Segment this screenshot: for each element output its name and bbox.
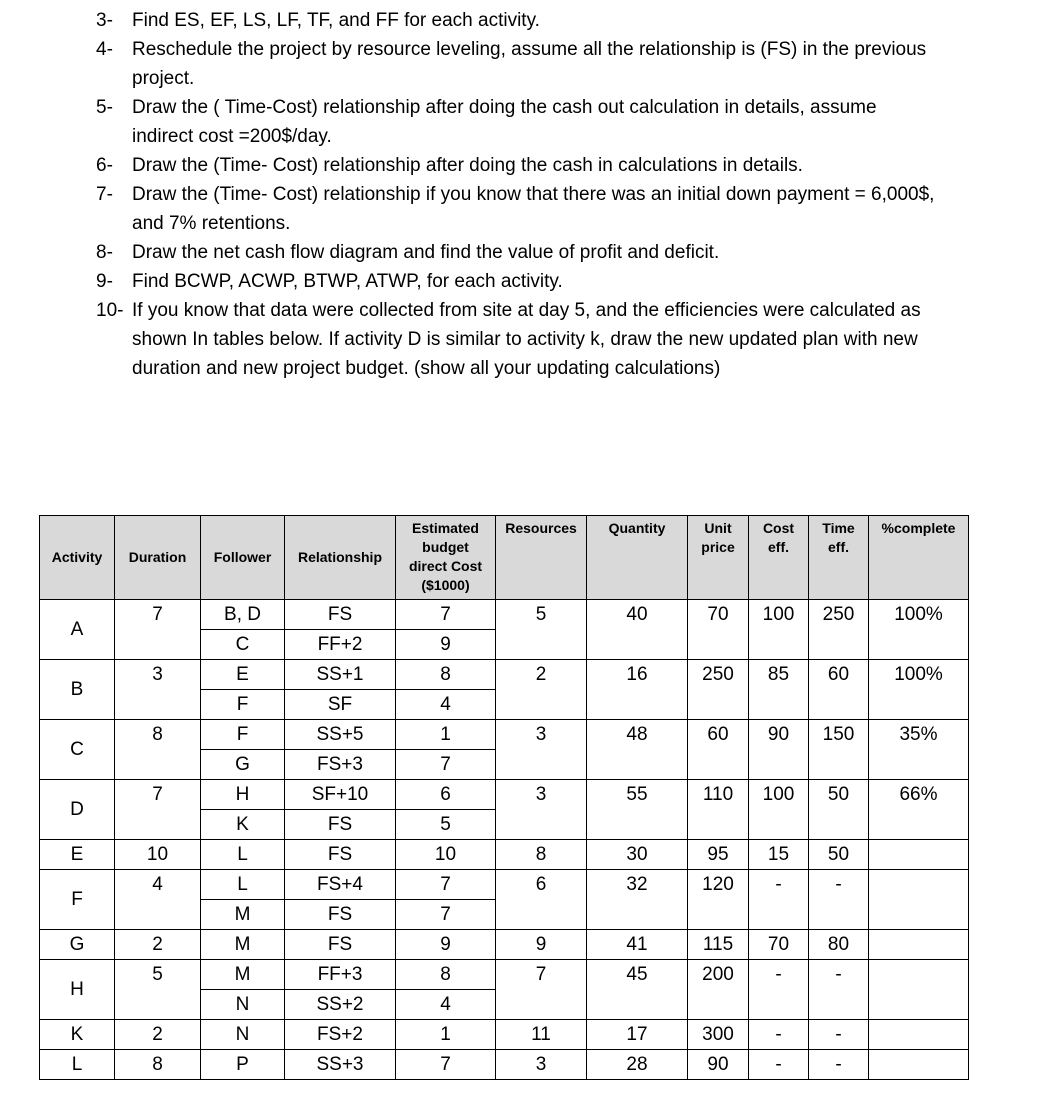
- resources-cell: 3: [496, 780, 587, 810]
- time-eff-cell: -: [809, 960, 869, 990]
- table-row: [40, 1020, 969, 1050]
- table-row: [40, 750, 969, 780]
- cost-eff-cell: [749, 900, 809, 930]
- complete-cell: 100%: [869, 660, 969, 690]
- time-eff-cell: [809, 810, 869, 840]
- table-row: [40, 840, 969, 870]
- cost-eff-cell: -: [749, 960, 809, 990]
- activity-table: [39, 515, 969, 1080]
- follower-cell: P: [201, 1050, 285, 1080]
- unit-price-cell: 115: [688, 930, 749, 960]
- quantity-cell: 41: [587, 930, 688, 960]
- relationship-cell: SS+1: [285, 660, 396, 690]
- relationship-cell: SS+5: [285, 720, 396, 750]
- quantity-cell: 45: [587, 960, 688, 990]
- time-eff-cell: [809, 750, 869, 780]
- table-row: [40, 870, 969, 900]
- time-eff-cell: [809, 690, 869, 720]
- follower-cell: F: [201, 690, 285, 720]
- item-number: 9-: [96, 271, 113, 292]
- cost-eff-cell: 70: [749, 930, 809, 960]
- item-text: [132, 267, 1012, 296]
- budget-cell: 6: [396, 780, 496, 810]
- table-row: [40, 780, 969, 810]
- quantity-cell: 55: [587, 780, 688, 810]
- quantity-cell: 40: [587, 600, 688, 630]
- complete-cell: 66%: [869, 780, 969, 810]
- item-text: [132, 238, 1012, 267]
- resources-cell: 7: [496, 960, 587, 990]
- budget-cell: 4: [396, 690, 496, 720]
- resources-cell: 3: [496, 720, 587, 750]
- resources-cell: 11: [496, 1020, 587, 1050]
- budget-cell: 10: [396, 840, 496, 870]
- header-cost-eff: Cost eff.: [749, 516, 809, 600]
- relationship-cell: FS: [285, 900, 396, 930]
- complete-cell: [869, 840, 969, 870]
- quantity-cell: [587, 630, 688, 660]
- unit-price-cell: 95: [688, 840, 749, 870]
- duration-cell: [115, 750, 201, 780]
- activity-cell: H: [40, 960, 115, 1020]
- table-row: [40, 990, 969, 1020]
- follower-cell: K: [201, 810, 285, 840]
- relationship-cell: FS+3: [285, 750, 396, 780]
- duration-cell: 7: [115, 600, 201, 630]
- item-text-line: Reschedule the project by resource leveling, assume all the relationship is (FS) in the previous: [132, 39, 927, 60]
- unit-price-cell: 70: [688, 600, 749, 630]
- activity-cell: A: [40, 600, 115, 660]
- item-number: 10-: [96, 300, 124, 321]
- cost-eff-cell: -: [749, 1020, 809, 1050]
- time-eff-cell: -: [809, 870, 869, 900]
- duration-cell: 8: [115, 1050, 201, 1080]
- duration-cell: [115, 990, 201, 1020]
- resources-cell: [496, 990, 587, 1020]
- activity-cell: L: [40, 1050, 115, 1080]
- cost-eff-cell: -: [749, 1050, 809, 1080]
- quantity-cell: 48: [587, 720, 688, 750]
- relationship-cell: SF: [285, 690, 396, 720]
- table-row: [40, 630, 969, 660]
- cost-eff-cell: 85: [749, 660, 809, 690]
- time-eff-cell: 150: [809, 720, 869, 750]
- cost-eff-cell: 90: [749, 720, 809, 750]
- time-eff-cell: 50: [809, 780, 869, 810]
- item-text-line: project.: [132, 68, 195, 89]
- header-activity: Activity: [40, 516, 115, 600]
- duration-cell: [115, 900, 201, 930]
- unit-price-cell: 250: [688, 660, 749, 690]
- duration-cell: 7: [115, 780, 201, 810]
- budget-cell: 7: [396, 1050, 496, 1080]
- item-text-line: If you know that data were collected from site at day 5, and the efficiencies were calculated as: [132, 300, 921, 321]
- time-eff-cell: 250: [809, 600, 869, 630]
- cost-eff-cell: [749, 690, 809, 720]
- table-row: [40, 960, 969, 990]
- item-text-line: Find ES, EF, LS, LF, TF, and FF for each activity.: [132, 10, 540, 31]
- activity-cell: K: [40, 1020, 115, 1050]
- item-text-line: Find BCWP, ACWP, BTWP, ATWP, for each activity.: [132, 271, 563, 292]
- unit-price-cell: [688, 900, 749, 930]
- header-quantity: Quantity: [587, 516, 688, 600]
- follower-cell: F: [201, 720, 285, 750]
- item-text: [132, 6, 1012, 35]
- header-duration: Duration: [115, 516, 201, 600]
- header-relationship: Relationship: [285, 516, 396, 600]
- resources-cell: [496, 900, 587, 930]
- follower-cell: G: [201, 750, 285, 780]
- unit-price-cell: [688, 810, 749, 840]
- activity-cell: D: [40, 780, 115, 840]
- item-number: 7-: [96, 184, 113, 205]
- follower-cell: M: [201, 900, 285, 930]
- item-number: 3-: [96, 10, 113, 31]
- cost-eff-cell: 15: [749, 840, 809, 870]
- activity-cell: B: [40, 660, 115, 720]
- follower-cell: M: [201, 930, 285, 960]
- cost-eff-cell: -: [749, 870, 809, 900]
- header-budget: Estimated budget direct Cost ($1000): [396, 516, 496, 600]
- header-complete: %complete: [869, 516, 969, 600]
- complete-cell: [869, 810, 969, 840]
- time-eff-cell: 80: [809, 930, 869, 960]
- cost-eff-cell: [749, 750, 809, 780]
- unit-price-cell: 300: [688, 1020, 749, 1050]
- budget-cell: 5: [396, 810, 496, 840]
- resources-cell: [496, 810, 587, 840]
- complete-cell: [869, 1020, 969, 1050]
- budget-cell: 8: [396, 960, 496, 990]
- resources-cell: 9: [496, 930, 587, 960]
- table-header-row: [40, 516, 969, 600]
- item-text-line: and 7% retentions.: [132, 213, 291, 234]
- resources-cell: [496, 690, 587, 720]
- relationship-cell: FS+4: [285, 870, 396, 900]
- complete-cell: [869, 960, 969, 990]
- item-text-line: indirect cost =200$/day.: [132, 126, 332, 147]
- complete-cell: [869, 870, 969, 900]
- follower-cell: N: [201, 990, 285, 1020]
- unit-price-cell: 90: [688, 1050, 749, 1080]
- item-text-line: Draw the ( Time-Cost) relationship after doing the cash out calculation in details, assume: [132, 97, 877, 118]
- complete-cell: [869, 1050, 969, 1080]
- budget-cell: 8: [396, 660, 496, 690]
- cost-eff-cell: [749, 990, 809, 1020]
- follower-cell: L: [201, 840, 285, 870]
- quantity-cell: [587, 810, 688, 840]
- resources-cell: 8: [496, 840, 587, 870]
- table-row: [40, 660, 969, 690]
- header-time-eff: Time eff.: [809, 516, 869, 600]
- time-eff-cell: [809, 990, 869, 1020]
- cost-eff-cell: 100: [749, 780, 809, 810]
- duration-cell: [115, 810, 201, 840]
- quantity-cell: 17: [587, 1020, 688, 1050]
- relationship-cell: FS: [285, 930, 396, 960]
- cost-eff-cell: 100: [749, 600, 809, 630]
- follower-cell: C: [201, 630, 285, 660]
- quantity-cell: [587, 690, 688, 720]
- complete-cell: [869, 990, 969, 1020]
- item-text: [132, 296, 1012, 383]
- duration-cell: 3: [115, 660, 201, 690]
- item-text: [132, 35, 1012, 93]
- budget-cell: 7: [396, 750, 496, 780]
- item-text-line: Draw the net cash flow diagram and find the value of profit and deficit.: [132, 242, 720, 263]
- duration-cell: [115, 630, 201, 660]
- follower-cell: M: [201, 960, 285, 990]
- relationship-cell: FF+3: [285, 960, 396, 990]
- time-eff-cell: 50: [809, 840, 869, 870]
- item-text: [132, 93, 1012, 151]
- quantity-cell: [587, 990, 688, 1020]
- table-row: [40, 810, 969, 840]
- resources-cell: 3: [496, 1050, 587, 1080]
- complete-cell: [869, 750, 969, 780]
- item-text-line: duration and new project budget. (show all your updating calculations): [132, 358, 721, 379]
- follower-cell: B, D: [201, 600, 285, 630]
- follower-cell: L: [201, 870, 285, 900]
- quantity-cell: 30: [587, 840, 688, 870]
- quantity-cell: 28: [587, 1050, 688, 1080]
- unit-price-cell: 60: [688, 720, 749, 750]
- item-number: 6-: [96, 155, 113, 176]
- unit-price-cell: [688, 750, 749, 780]
- unit-price-cell: [688, 690, 749, 720]
- resources-cell: 2: [496, 660, 587, 690]
- unit-price-cell: 120: [688, 870, 749, 900]
- relationship-cell: SF+10: [285, 780, 396, 810]
- follower-cell: H: [201, 780, 285, 810]
- header-unit-price: Unit price: [688, 516, 749, 600]
- time-eff-cell: -: [809, 1050, 869, 1080]
- complete-cell: [869, 690, 969, 720]
- duration-cell: 10: [115, 840, 201, 870]
- quantity-cell: [587, 750, 688, 780]
- item-text-line: Draw the (Time- Cost) relationship after doing the cash in calculations in details.: [132, 155, 803, 176]
- duration-cell: 4: [115, 870, 201, 900]
- resources-cell: 6: [496, 870, 587, 900]
- unit-price-cell: 200: [688, 960, 749, 990]
- activity-cell: E: [40, 840, 115, 870]
- budget-cell: 9: [396, 930, 496, 960]
- quantity-cell: 32: [587, 870, 688, 900]
- resources-cell: [496, 750, 587, 780]
- item-text: [132, 180, 1012, 238]
- unit-price-cell: 110: [688, 780, 749, 810]
- budget-cell: 7: [396, 900, 496, 930]
- header-follower: Follower: [201, 516, 285, 600]
- duration-cell: 2: [115, 1020, 201, 1050]
- quantity-cell: 16: [587, 660, 688, 690]
- relationship-cell: SS+2: [285, 990, 396, 1020]
- table-row: [40, 900, 969, 930]
- duration-cell: 5: [115, 960, 201, 990]
- unit-price-cell: [688, 630, 749, 660]
- duration-cell: [115, 690, 201, 720]
- activity-cell: C: [40, 720, 115, 780]
- complete-cell: [869, 630, 969, 660]
- table-row: [40, 600, 969, 630]
- header-resources: Resources: [496, 516, 587, 600]
- item-text-line: Draw the (Time- Cost) relationship if you know that there was an initial down payment = 6,000$,: [132, 184, 935, 205]
- budget-cell: 9: [396, 630, 496, 660]
- budget-cell: 1: [396, 1020, 496, 1050]
- relationship-cell: FS+2: [285, 1020, 396, 1050]
- budget-cell: 1: [396, 720, 496, 750]
- item-text-line: shown In tables below. If activity D is similar to activity k, draw the new updated plan with new: [132, 329, 918, 350]
- relationship-cell: SS+3: [285, 1050, 396, 1080]
- time-eff-cell: [809, 900, 869, 930]
- quantity-cell: [587, 900, 688, 930]
- unit-price-cell: [688, 990, 749, 1020]
- cost-eff-cell: [749, 810, 809, 840]
- time-eff-cell: 60: [809, 660, 869, 690]
- table-row: [40, 1050, 969, 1080]
- duration-cell: 2: [115, 930, 201, 960]
- budget-cell: 4: [396, 990, 496, 1020]
- table-body: [40, 600, 969, 1080]
- item-text: [132, 151, 1012, 180]
- complete-cell: [869, 930, 969, 960]
- complete-cell: 100%: [869, 600, 969, 630]
- relationship-cell: FS: [285, 810, 396, 840]
- time-eff-cell: [809, 630, 869, 660]
- budget-cell: 7: [396, 600, 496, 630]
- relationship-cell: FS: [285, 840, 396, 870]
- item-number: 8-: [96, 242, 113, 263]
- complete-cell: [869, 900, 969, 930]
- cost-eff-cell: [749, 630, 809, 660]
- resources-cell: [496, 630, 587, 660]
- item-number: 4-: [96, 39, 113, 60]
- complete-cell: 35%: [869, 720, 969, 750]
- relationship-cell: FF+2: [285, 630, 396, 660]
- table-row: [40, 930, 969, 960]
- time-eff-cell: -: [809, 1020, 869, 1050]
- budget-cell: 7: [396, 870, 496, 900]
- item-number: 5-: [96, 97, 113, 118]
- activity-cell: G: [40, 930, 115, 960]
- relationship-cell: FS: [285, 600, 396, 630]
- table-row: [40, 720, 969, 750]
- table-row: [40, 690, 969, 720]
- follower-cell: N: [201, 1020, 285, 1050]
- activity-cell: F: [40, 870, 115, 930]
- follower-cell: E: [201, 660, 285, 690]
- resources-cell: 5: [496, 600, 587, 630]
- duration-cell: 8: [115, 720, 201, 750]
